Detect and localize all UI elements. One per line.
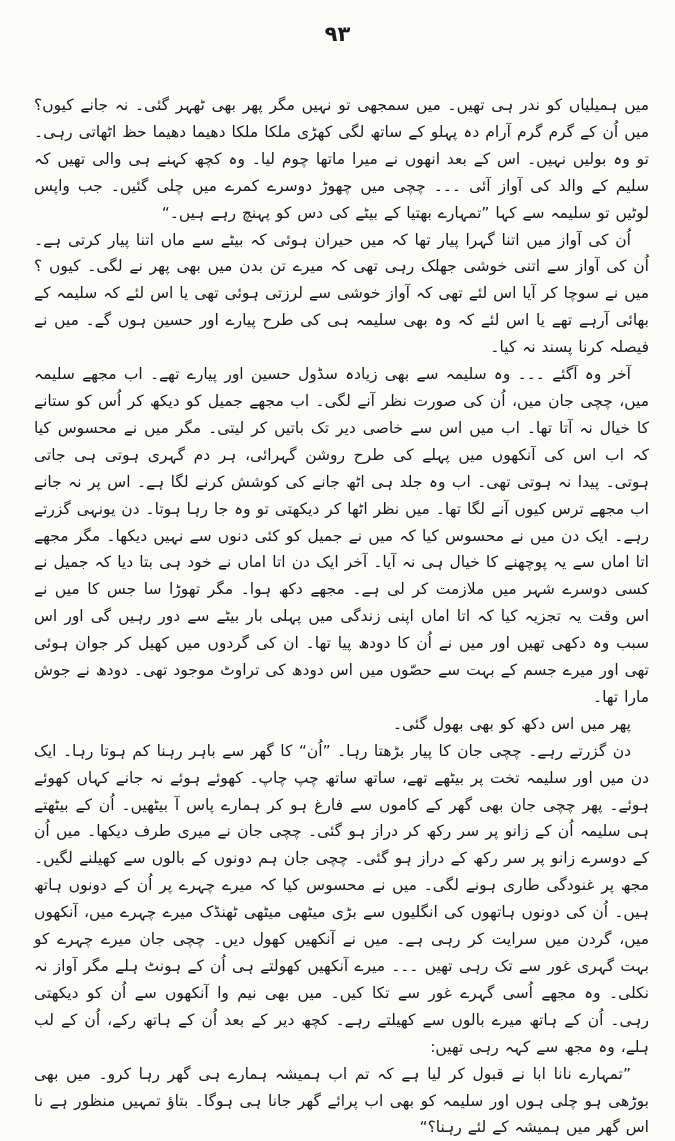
paragraph: اُن کی آواز میں اتنا گہرا پیار تھا کہ میں حیران ہوئی کہ بیٹے سے ماں اتنا پیار کرتی ہے۔ اُن کی آواز سے اتنی خوشی جھلک رہی تھی کہ میرے تن بدن میں بھی پھر نے لگی۔ کیوں ؟ میں نے سوچا کر آیا اس لئے تھی کہ آواز خوشی سے لرزتی ہوئی تھی یا اس لئے کہ سلیمہ کے بھائی آرہے تھے یا اس لئے کہ وہ بھی سلیمہ ہی کی طرح پیارے اور حسین ہوں گے۔ میں نے فیصلہ کرنا پسند نہ کیا۔ [34, 230, 649, 357]
paragraph: آخر وہ آگئے ۔۔۔ وہ سلیمہ سے بھی زیادہ سڈول حسین اور پیارے تھے۔ اب مجھے سلیمہ میں، چچی جان میں، اُن کی صورت نظر آنے لگی۔ اب مجھے جمیل کو دیکھ کر اُس کو ستانے کا خیال نہ آتا تھا۔ اب میں اس سے خاصی دیر تک باتیں کر لیتی۔ مگر میں نے محسوس کیا کہ اب اس کی آنکھوں میں پہلے کی طرح روشن گہرائی، ہر دم گہری ہوتی ہی جاتی ہوتی۔ پیدا نہ ہوتی تھی۔ اب وہ جلد ہی اٹھ جانے کی کوشش کرنے لگا ہے۔ اس پر نہ جانے اب مجھے ترس کیوں آنے لگا تھا۔ میں نظر اٹھا کر دیکھتی تو وہ جا رہا ہوتا۔ دن یونہی گزرتے رہے۔ ایک دن میں نے محسوس کیا کہ میں نے جمیل کو کئی دنوں سے نہیں دیکھا۔ مگر مجھے اتا اماں سے یہ پوچھنے کا خیال ہی نہ آیا۔ آخر ایک دن اتا اماں نے خود ہی بتا دیا کہ جمیل نے کسی دوسرے شہر میں ملازمت کر لی ہے۔ مجھے دکھ ہوا۔ مگر تھوڑا سا جس کا میں نے اس وقت یہ تجزیہ کیا کہ اتا اماں اپنی زندگی میں پہلی بار بیٹے سے دور رہیں گی اور اس سبب وہ دکھی تھیں اور میں نے اُن کا دودھ پیا تھا۔ ان کی گردوں میں کھیل کر جوان ہوئی تھی اور میرے جسم کے بہت سے حصّوں میں اس دودھ کی تراوٹ موجود تھی۔ دودھ نے جوش مارا تھا۔ [34, 365, 649, 706]
paragraph: میں ہمیلیاں کو ندر ہی تھیں۔ میں سمجھی تو نہیں مگر پھر بھی ٹھہر گئی۔ نہ جانے کیوں؟ میں اُن کے گرم گرم آرام دہ پہلو کے ساتھ لگی کھڑی ملکا ملکا دھیما دھیما حظ اٹھاتی رہی۔ تو وہ بولیں نہیں۔ اس کے بعد انھوں نے میرا ماتھا چوم لیا۔ وہ کچھ کہنے ہی والی تھیں کہ سلیم کے والد کی آواز آئی ۔۔۔ چچی میں چھوڑ دوسرے کمرے میں چلی گئیں۔ جب واپس لوٹیں تو سلیمہ سے کہا ”تمہارے بھتیا کے بیٹے کی دس کو پہنچ رہے ہیں۔“ [34, 96, 649, 222]
body-text [34, 92, 649, 1141]
paragraph: پھر میں اس دکھ کو بھی بھول گئی۔ [392, 714, 631, 733]
page-number: ۹۳ [324, 22, 351, 46]
paragraph: ”تمہارے نانا ابا نے قبول کر لیا ہے کہ تم اب ہمیشہ ہمارے ہی گھر رہا کرو۔ میں بھی بوڑھی ہو چلی ہوں اور سلیمہ کو بھی اب پرائے گھر جانا ہی ہوگا۔ بتاؤ تمہیں منظور ہے نا اس گھر میں ہمیشہ کے لئے رہنا؟“ [34, 1064, 649, 1137]
paragraph: دن گزرتے رہے۔ چچی جان کا پیار بڑھتا رہا۔ ”اُن“ کا گھر سے باہر رہنا کم ہوتا رہا۔ ایک دن میں اور سلیمہ تخت پر بیٹھے تھے، ساتھ ساتھ چپ چاپ۔ کھوئے ہوئے نہ جانے کہاں کھوئے ہوئے۔ پھر چچی جان بھی گھر کے کاموں سے فارغ ہو کر ہمارے پاس آ بیٹھیں۔ اُن کے بیٹھتے ہی سلیمہ اُن کے زانو پر سر رکھ کر دراز ہو گئی۔ چچی جان نے میری طرف دیکھا۔ میں اُن کے دوسرے زانو پر سر رکھ کے دراز ہو گئی۔ چچی جان ہم دونوں کے بالوں سے کھیلنے لگیں۔ مجھ پر غنودگی طاری ہونے لگی۔ میں نے محسوس کیا کہ میرے چہرے پر اُن کے دونوں ہاتھ ہیں۔ اُن کی دونوں ہاتھوں کی انگلیوں سے بڑی میٹھی میٹھی ٹھنڈک میرے چہرے میں، آنکھوں میں، گردن میں سرایت کر رہی ہے۔ میں نے آنکھیں کھول دیں۔ چچی جان میرے چہرے کو بہت گہری غور سے تک رہی تھیں ۔۔۔ میرے آنکھیں کھولتے ہی اُن کے ہونٹ ہلے مگر آواز نہ نکلی۔ وہ مجھے اُسی گہرے غور سے تکا کیں۔ میں بھی نیم وا آنکھوں سے اُن کو دیکھتی رہی۔ اُن کے ہاتھ میرے بالوں سے کھیلتے رہے۔ کچھ دیر کے بعد اُن کے ہاتھ رکے، اُن کے لب ہلے، وہ مجھ سے کہہ رہی تھیں: [34, 741, 649, 1056]
